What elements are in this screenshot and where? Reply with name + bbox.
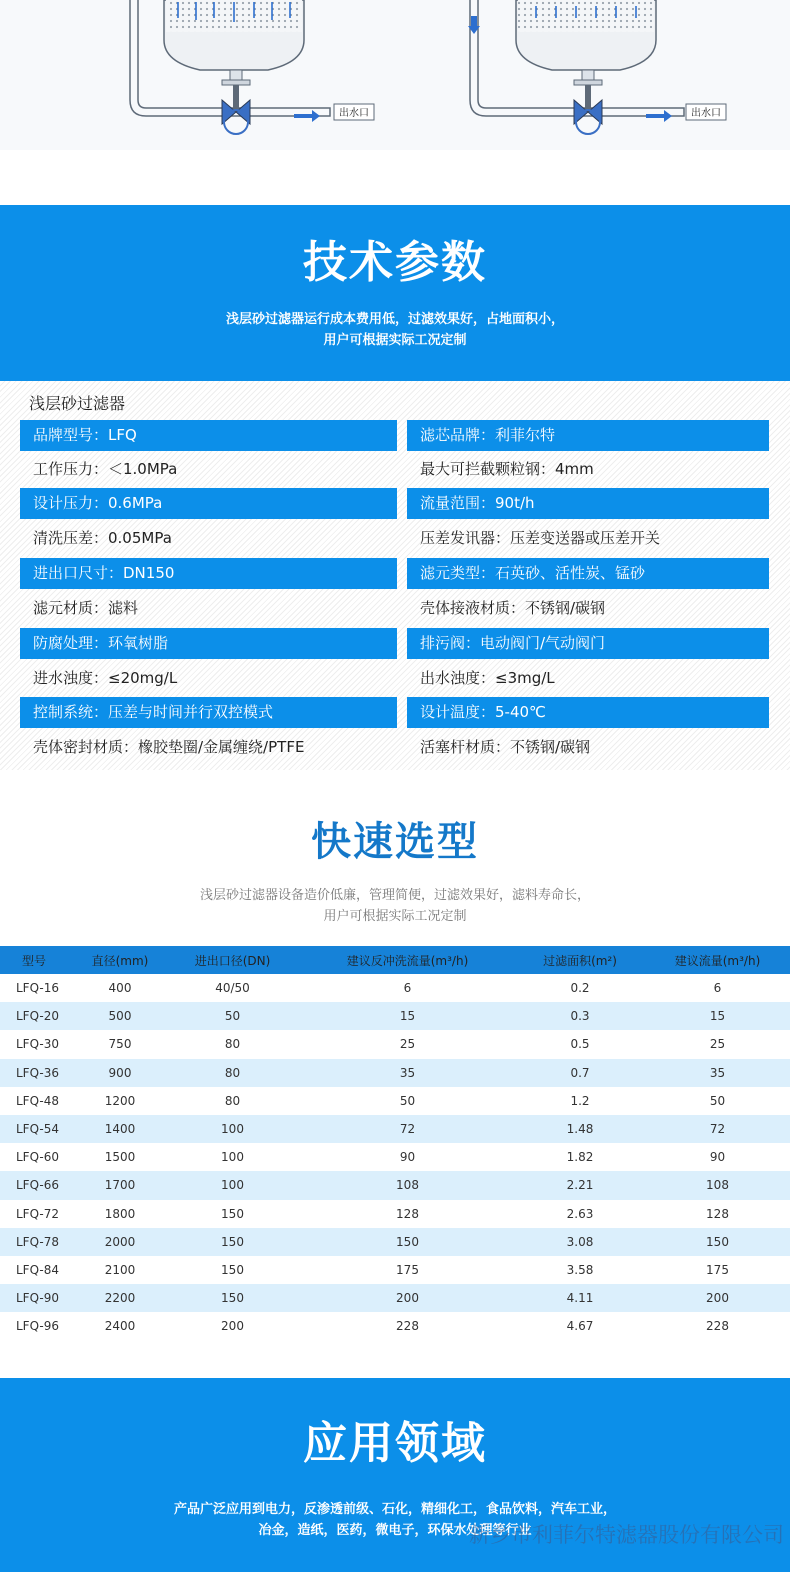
cell-area: 0.2 (570, 981, 590, 996)
col-header-diameter: 直径(mm) (75, 946, 165, 974)
table-row (0, 1030, 790, 1058)
cell-flow: 228 (706, 1319, 729, 1334)
selection-title: 快速选型 (311, 819, 479, 865)
cell-flow: 35 (645, 1059, 790, 1087)
param-left-4: 进出口尺寸：DN150 (20, 558, 397, 589)
tech-subtitle-line-1: 浅层砂过滤器运行成本费用低，过滤效果好，占地面积小， (225, 312, 564, 327)
param-right-8: 设计温度：5-40℃ (407, 697, 769, 728)
params-title: 浅层砂过滤器 (29, 394, 126, 413)
cell-model: LFQ-36 (0, 1059, 75, 1087)
cell-area: 4.67 (566, 1319, 594, 1334)
cell-diameter: 500 (75, 1002, 165, 1030)
cell-backwash: 200 (300, 1284, 515, 1312)
cell-port: 40/50 (215, 981, 250, 996)
cell-flow: 50 (709, 1093, 726, 1108)
selection-subtitle (0, 885, 790, 927)
cell-area: 2.21 (515, 1171, 645, 1199)
selection-subtitle-line-2: 用户可根据实际工况定制 (323, 909, 467, 924)
param-left-0: 品牌型号：LFQ (20, 420, 397, 451)
cell-port: 150 (165, 1228, 300, 1256)
cell-area: 0.5 (570, 1037, 590, 1052)
tech-title: 技术参数 (303, 237, 487, 288)
cell-area: 3.08 (515, 1228, 645, 1256)
param-right-9: 活塞杆材质：不锈钢/碳钢 (420, 738, 591, 756)
cell-flow: 175 (706, 1262, 729, 1277)
cell-port: 150 (165, 1284, 300, 1312)
param-right-0: 滤芯品牌：利菲尔特 (407, 420, 769, 451)
table-row (0, 974, 790, 1002)
cell-backwash: 108 (300, 1171, 515, 1199)
tech-banner (0, 205, 790, 381)
table-row (0, 1143, 790, 1171)
cell-area: 0.3 (515, 1002, 645, 1030)
cell-diameter: 2200 (75, 1284, 165, 1312)
cell-port: 150 (221, 1206, 244, 1221)
cell-port: 50 (165, 1002, 300, 1030)
cell-port: 100 (165, 1171, 300, 1199)
cell-model: LFQ-84 (16, 1262, 59, 1277)
col-header-flow: 建议流量(m³/h) (645, 946, 790, 974)
col-header-area: 过滤面积(m²) (515, 946, 645, 974)
param-right-3: 压差发讯器：压差变送器或压差开关 (420, 529, 661, 547)
param-right-2: 流量范围：90t/h (407, 488, 769, 519)
table-header-row (0, 946, 790, 974)
param-right-1: 最大可拦截颗粒钢：4mm (420, 460, 594, 478)
table-row (0, 1115, 790, 1143)
cell-diameter: 1500 (104, 1150, 136, 1165)
table-row (0, 1256, 790, 1284)
cell-model: LFQ-66 (0, 1171, 75, 1199)
cell-diameter: 2400 (104, 1319, 136, 1334)
table-row (0, 1002, 790, 1030)
cell-diameter: 900 (75, 1059, 165, 1087)
param-right-7: 出水浊度：≤3mg/L (420, 669, 555, 687)
cell-backwash: 90 (399, 1150, 416, 1165)
table-row (0, 1228, 790, 1256)
param-left-9: 壳体密封材质：橡胶垫圈/金属缠绕/PTFE (33, 738, 305, 756)
cell-backwash: 150 (300, 1228, 515, 1256)
param-left-1: 工作压力：＜1.0MPa (33, 460, 178, 478)
cell-area: 1.82 (566, 1150, 594, 1165)
cell-model: LFQ-96 (16, 1319, 59, 1334)
cell-area: 4.11 (515, 1284, 645, 1312)
table-row (0, 1059, 790, 1087)
tech-subtitle-line-2: 用户可根据实际工况定制 (323, 333, 467, 348)
cell-area: 3.58 (566, 1262, 594, 1277)
cell-flow: 108 (645, 1171, 790, 1199)
cell-backwash: 50 (399, 1093, 416, 1108)
cell-area: 1.48 (515, 1115, 645, 1143)
cell-model: LFQ-16 (16, 981, 59, 996)
cell-diameter: 1700 (75, 1171, 165, 1199)
company-watermark: 新乡市利菲尔特滤器股份有限公司 (469, 1523, 784, 1547)
outlet-label-right: 出水口 (691, 108, 721, 119)
cell-area: 1.2 (570, 1093, 590, 1108)
cell-backwash: 228 (396, 1319, 419, 1334)
cell-flow: 15 (645, 1002, 790, 1030)
cell-model: LFQ-78 (0, 1228, 75, 1256)
application-line-1: 产品广泛应用到电力，反渗透前级、石化，精细化工，食品饮料，汽车工业， (173, 1502, 616, 1517)
cell-flow: 25 (709, 1037, 726, 1052)
cell-diameter: 2100 (104, 1262, 136, 1277)
cell-port: 100 (221, 1150, 244, 1165)
table-row (0, 1087, 790, 1115)
filter-schematic (0, 0, 790, 205)
table-row (0, 1284, 790, 1312)
param-left-3: 清洗压差：0.05MPa (33, 529, 172, 547)
cell-port: 150 (221, 1262, 244, 1277)
cell-diameter: 400 (108, 981, 132, 996)
param-right-6: 排污阀：电动阀门/气动阀门 (407, 628, 769, 659)
table-row (0, 1171, 790, 1199)
filter-diagram (0, 0, 790, 205)
col-header-backwash: 建议反冲洗流量(m³/h) (300, 946, 515, 974)
cell-model: LFQ-90 (0, 1284, 75, 1312)
outlet-label-left: 出水口 (339, 108, 369, 119)
cell-port: 200 (221, 1319, 244, 1334)
cell-backwash: 15 (300, 1002, 515, 1030)
cell-backwash: 72 (300, 1115, 515, 1143)
cell-flow: 90 (709, 1150, 726, 1165)
cell-backwash: 25 (399, 1037, 416, 1052)
cell-backwash: 6 (403, 981, 412, 996)
cell-model: LFQ-54 (0, 1115, 75, 1143)
cell-diameter: 750 (108, 1037, 132, 1052)
cell-area: 2.63 (566, 1206, 594, 1221)
selection-subtitle-line-1: 浅层砂过滤器设备造价低廉，管理简便，过滤效果好，滤料寿命长， (199, 888, 590, 903)
cell-model: LFQ-48 (16, 1093, 59, 1108)
cell-flow: 72 (645, 1115, 790, 1143)
cell-port: 80 (224, 1037, 241, 1052)
table-row (0, 1200, 790, 1228)
cell-model: LFQ-60 (16, 1150, 59, 1165)
cell-diameter: 1200 (104, 1093, 136, 1108)
cell-flow: 6 (713, 981, 722, 996)
cell-diameter: 1400 (75, 1115, 165, 1143)
cell-port: 80 (165, 1059, 300, 1087)
param-left-2: 设计压力：0.6MPa (20, 488, 397, 519)
cell-flow: 128 (706, 1206, 729, 1221)
cell-backwash: 128 (396, 1206, 419, 1221)
col-header-port: 进出口径(DN) (165, 946, 300, 974)
cell-flow: 150 (645, 1228, 790, 1256)
cell-diameter: 2000 (75, 1228, 165, 1256)
param-right-5: 壳体接液材质：不锈钢/碳钢 (420, 599, 606, 617)
cell-model: LFQ-72 (16, 1206, 59, 1221)
application-title: 应用领域 (303, 1418, 487, 1469)
cell-port: 100 (165, 1115, 300, 1143)
col-header-model: 型号 (0, 946, 75, 974)
param-left-8: 控制系统：压差与时间并行双控模式 (20, 697, 397, 728)
cell-model: LFQ-20 (0, 1002, 75, 1030)
cell-flow: 200 (645, 1284, 790, 1312)
cell-port: 80 (224, 1093, 241, 1108)
param-left-7: 进水浊度：≤20mg/L (33, 669, 178, 687)
param-left-6: 防腐处理：环氧树脂 (20, 628, 397, 659)
param-right-4: 滤元类型：石英砂、活性炭、锰砂 (407, 558, 769, 589)
cell-diameter: 1800 (104, 1206, 136, 1221)
cell-backwash: 35 (300, 1059, 515, 1087)
selection-table (0, 946, 790, 1340)
application-line-2: 冶金，造纸，医药，微电子，环保水处理等行业 (258, 1523, 532, 1538)
cell-area: 0.7 (515, 1059, 645, 1087)
table-row (0, 1312, 790, 1340)
cell-model: LFQ-30 (16, 1037, 59, 1052)
cell-backwash: 175 (396, 1262, 419, 1277)
param-left-5: 滤元材质：滤料 (33, 599, 139, 617)
